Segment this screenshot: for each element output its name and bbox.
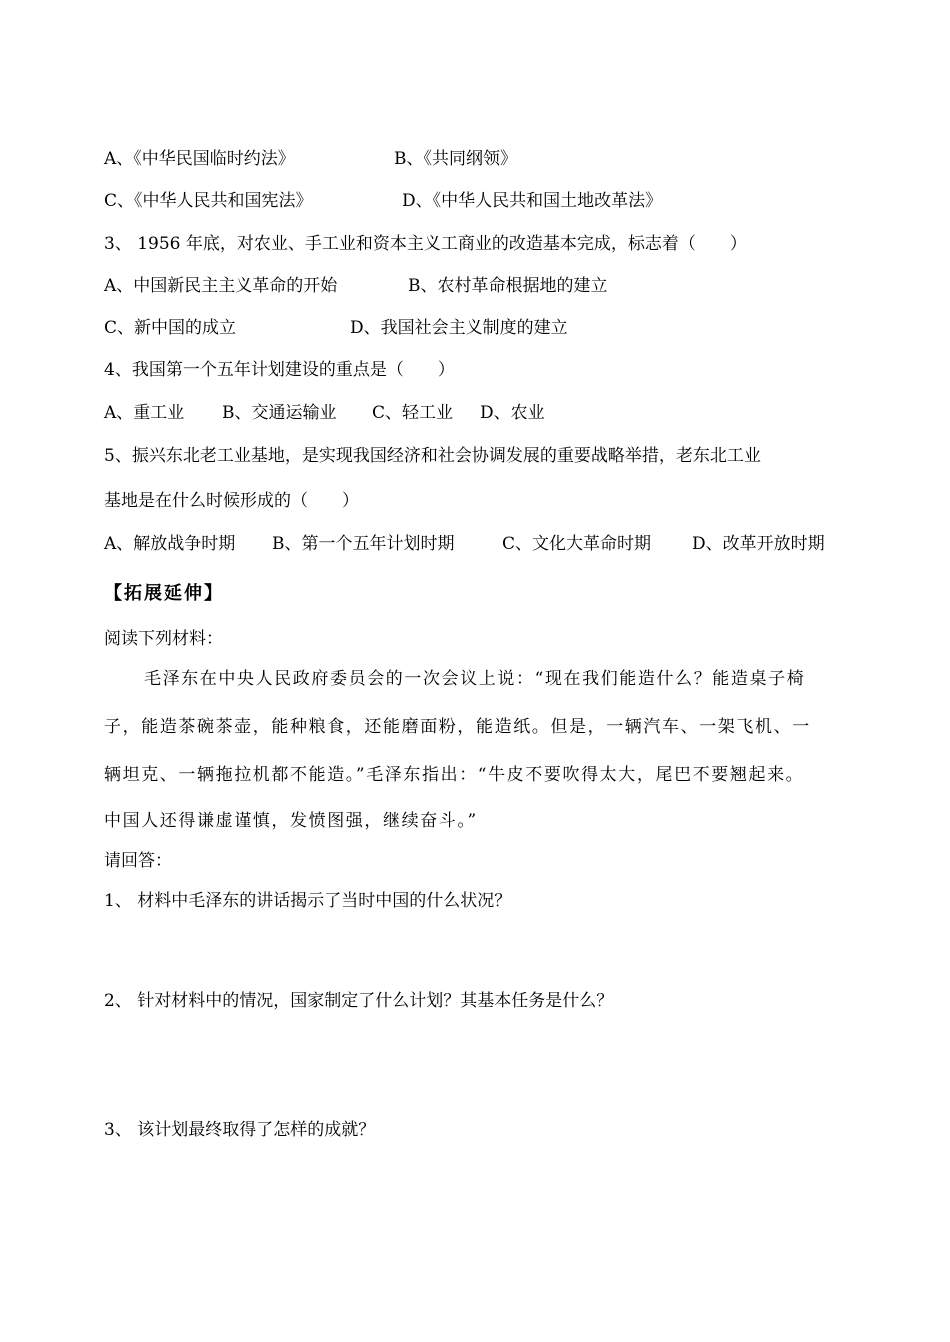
q4-stem: 4、我国第一个五年计划建设的重点是（ ） [104,360,455,380]
answer-question-3: 3、 该计划最终取得了怎样的成就？ [104,1120,376,1140]
q5-option-b: B、第一个五年计划时期 [272,534,455,554]
answer-question-2: 2、 针对材料中的情况，国家制定了什么计划？其基本任务是什么？ [104,991,614,1011]
answer-prompt: 请回答： [104,851,172,871]
q2-options-row-1 [104,148,517,170]
q5-options-row [104,533,825,555]
q3-option-d: D、我国社会主义制度的建立 [350,318,568,338]
q2-option-b: B、《共同纲领》 [394,149,517,169]
q3-option-b: B、农村革命根据地的建立 [408,276,608,296]
material-line-2: 子，能造茶碗茶壶，能种粮食，还能磨面粉，能造纸。但是，一辆汽车、一架飞机、一 [104,717,811,737]
q2-option-d: D、《中华人民共和国土地改革法》 [402,191,663,211]
q4-option-b: B、交通运输业 [222,403,337,423]
material-line-1: 毛泽东在中央人民政府委员会的一次会议上说：“现在我们能造什么？能造桌子椅 [144,669,806,689]
q4-option-d: D、农业 [480,403,545,423]
q3-options-row-2 [104,317,568,339]
section-title-extension: 【拓展延伸】 [104,583,224,604]
q5-option-a: A、解放战争时期 [104,534,236,554]
material-line-3: 辆坦克、一辆拖拉机都不能造。”毛泽东指出：“牛皮不要吹得太大，尾巴不要翘起来。 [104,765,805,785]
q2-options-row-2 [104,190,662,212]
q3-options-row-1 [104,275,608,297]
q2-option-c: C、《中华人民共和国宪法》 [104,191,313,211]
q3-option-a: A、中国新民主主义革命的开始 [104,276,338,296]
q3-option-c: C、新中国的成立 [104,318,237,338]
material-intro: 阅读下列材料： [104,629,223,649]
q5-option-d: D、改革开放时期 [692,534,825,554]
q5-stem-line-1: 5、振兴东北老工业基地，是实现我国经济和社会协调发展的重要战略举措，老东北工业 [104,446,761,466]
answer-question-1: 1、 材料中毛泽东的讲话揭示了当时中国的什么状况？ [104,891,512,911]
q4-options-row [104,402,545,424]
q2-option-a: A、《中华民国临时约法》 [104,149,295,169]
q5-stem-line-2: 基地是在什么时候形成的（ ） [104,491,359,511]
q4-option-a: A、重工业 [104,403,185,423]
q3-stem: 3、 1956 年底，对农业、手工业和资本主义工商业的改造基本完成，标志着（ ） [104,234,747,254]
q5-option-c: C、文化大革命时期 [502,534,652,554]
material-line-4: 中国人还得谦虚谨慎，发愤图强，继续奋斗。” [104,811,478,831]
q4-option-c: C、轻工业 [372,403,454,423]
